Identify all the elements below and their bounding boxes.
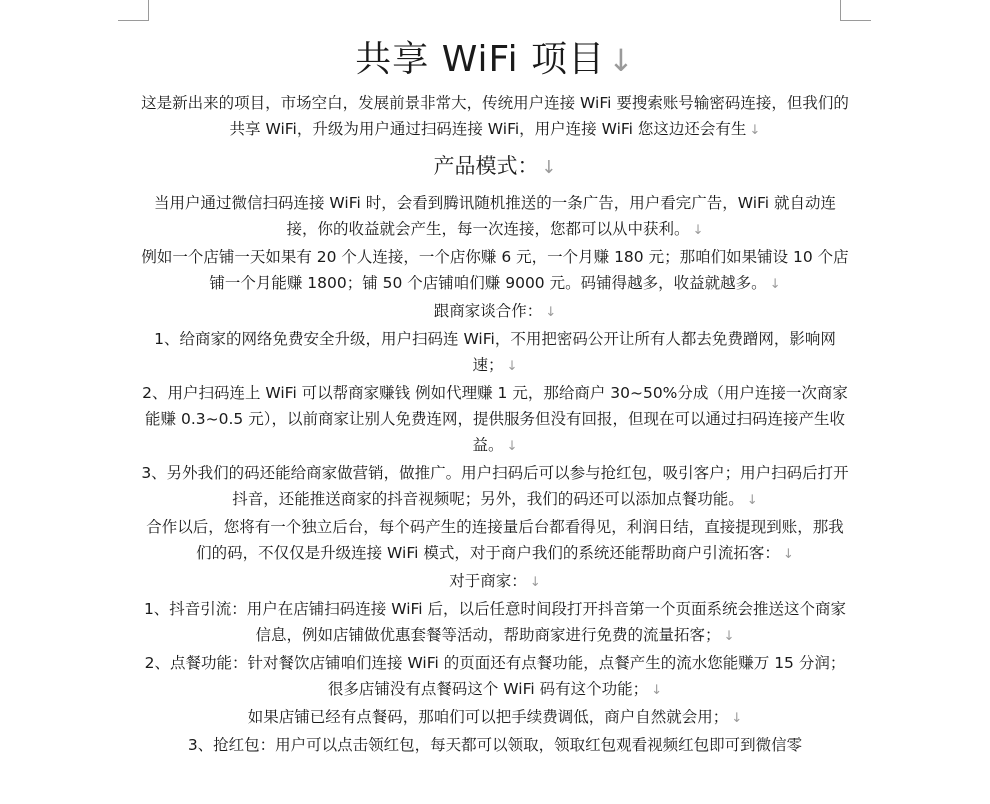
body-paragraph <box>140 326 850 380</box>
paragraph-mark-icon: ↓ <box>506 359 518 374</box>
document-page[interactable] <box>140 0 850 758</box>
paragraph-text: 如果店铺已经有点餐码，那咱们可以把手续费调低，商户自然就会用； <box>247 708 729 726</box>
paragraph-mark-icon: ↓ <box>723 629 735 644</box>
section-heading <box>140 148 850 186</box>
paragraph-mark-icon: ↓ <box>529 575 541 590</box>
paragraph-text: 2、用户扫码连上 WiFi 可以帮商家赚钱 例如代理赚 1 元，那给商户 30~50%分成（用户连接一次商家能赚 0.3~0.5 元），以前商家让别人免费连网，提供服务但没有回报，但现在可以通过扫码连接产生收益。 <box>142 384 848 454</box>
title-text: 共享 WiFi 项目 <box>355 39 606 80</box>
body-paragraph <box>140 704 850 732</box>
body-paragraph <box>140 298 850 326</box>
paragraph-mark-icon: ↓ <box>782 547 794 562</box>
body-paragraph <box>140 596 850 650</box>
paragraph-mark-icon: ↓ <box>506 439 518 454</box>
document-title <box>140 0 850 90</box>
paragraph-text: 当用户通过微信扫码连接 WiFi 时，会看到腾讯随机推送的一条广告，用户看完广告，WiFi 就自动连接，你的收益就会产生，每一次连接，您都可以从中获利。 <box>153 194 837 238</box>
paragraph-mark-icon: ↓ <box>541 157 557 178</box>
body-paragraph <box>140 190 850 244</box>
paragraph-text: 跟商家谈合作： <box>433 302 543 320</box>
paragraph-text: 2、点餐功能：针对餐饮店铺咱们连接 WiFi 的页面还有点餐功能，点餐产生的流水您能赚万 15 分润；很多店铺没有点餐码这个 WiFi 码有这个功能； <box>144 654 846 698</box>
paragraph-mark-icon: ↓ <box>749 123 761 138</box>
paragraph-mark-icon: ↓ <box>746 493 758 508</box>
body-paragraph <box>140 244 850 298</box>
paragraph-mark-icon: ↓ <box>769 277 781 292</box>
paragraph-text: 3、抢红包：用户可以点击领红包，每天都可以领取，领取红包观看视频红包即可到微信零 <box>187 736 803 754</box>
paragraph-mark-icon: ↓ <box>608 44 635 79</box>
paragraph-mark-icon: ↓ <box>545 305 557 320</box>
paragraph-text: 合作以后，您将有一个独立后台，每个码产生的连接量后台都看得见，利润日结，直接提现到账，那我们的码，不仅仅是升级连接 WiFi 模式，对于商户我们的系统还能帮助商户引流拓客： <box>146 518 844 562</box>
body-paragraphs <box>140 190 850 758</box>
paragraph-text: 对于商家： <box>449 572 527 590</box>
body-paragraph <box>140 568 850 596</box>
body-paragraph <box>140 732 850 758</box>
paragraph-text: 1、给商家的网络免费安全升级，用户扫码连 WiFi，不用把密码公开让所有人都去免费蹭网，影响网速； <box>154 330 836 374</box>
body-paragraph <box>140 380 850 460</box>
paragraph-mark-icon: ↓ <box>651 683 663 698</box>
body-paragraph <box>140 650 850 704</box>
paragraph-text: 例如一个店铺一天如果有 20 个人连接，一个店你赚 6 元，一个月赚 180 元；那咱们如果铺设 10 个店铺一个月能赚 1800；铺 50 个店铺咱们赚 9000 元。码铺得越多，收益就越多。 <box>141 248 849 292</box>
section-heading-text: 产品模式： <box>433 154 539 178</box>
paragraph-mark-icon: ↓ <box>692 223 704 238</box>
paragraph-mark-icon: ↓ <box>731 711 743 726</box>
paragraph-text: 3、另外我们的码还能给商家做营销，做推广。用户扫码后可以参与抢红包，吸引客户；用户扫码后打开抖音，还能推送商家的抖音视频呢；另外，我们的码还可以添加点餐功能。 <box>141 464 849 508</box>
body-paragraph <box>140 460 850 514</box>
intro-paragraph <box>140 90 850 144</box>
body-paragraph <box>140 514 850 568</box>
paragraph-text: 1、抖音引流：用户在店铺扫码连接 WiFi 后，以后任意时间段打开抖音第一个页面系统会推送这个商家信息，例如店铺做优惠套餐等活动，帮助商家进行免费的流量拓客； <box>143 600 847 644</box>
intro-text: 这是新出来的项目，市场空白，发展前景非常大，传统用户连接 WiFi 要搜索账号输密码连接，但我们的共享 WiFi，升级为用户通过扫码连接 WiFi，用户连接 WiFi 您这边还会有生 <box>141 94 849 138</box>
